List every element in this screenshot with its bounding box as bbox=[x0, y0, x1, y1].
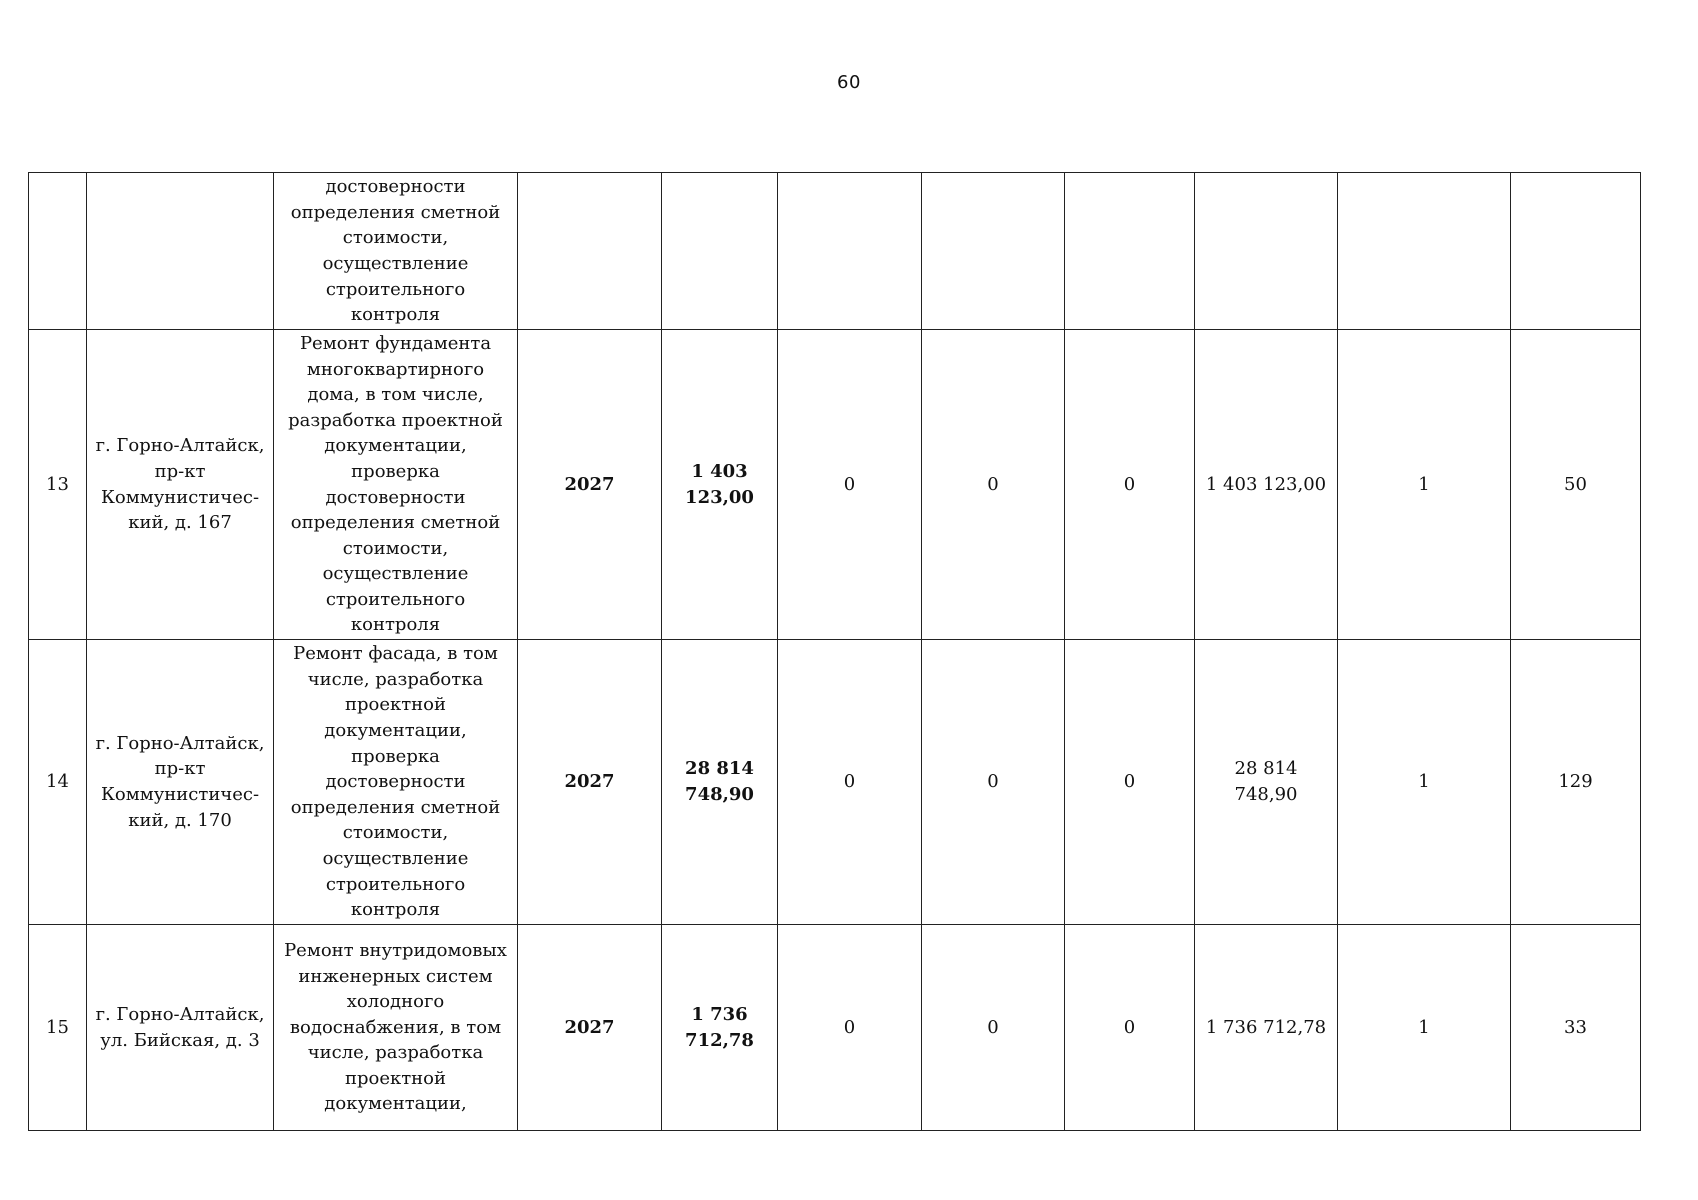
table-row bbox=[29, 330, 1641, 640]
row-number-cell bbox=[29, 173, 87, 330]
value-cell: 33 bbox=[1511, 925, 1641, 1131]
value-cell bbox=[1195, 173, 1338, 330]
row-number-cell: 14 bbox=[29, 640, 87, 925]
total-cost-cell bbox=[662, 173, 778, 330]
value-cell: 0 bbox=[1065, 925, 1195, 1131]
table-row bbox=[29, 925, 1641, 1131]
row-number-cell: 15 bbox=[29, 925, 87, 1131]
value-cell: 1 bbox=[1338, 330, 1511, 640]
row-number-cell: 13 bbox=[29, 330, 87, 640]
value-cell: 1 403 123,00 bbox=[1195, 330, 1338, 640]
total-cost-cell: 28 814 748,90 bbox=[662, 640, 778, 925]
value-cell bbox=[1511, 173, 1641, 330]
value-cell: 1 736 712,78 bbox=[1195, 925, 1338, 1131]
value-cell bbox=[922, 173, 1065, 330]
value-cell: 50 bbox=[1511, 330, 1641, 640]
address-cell: г. Горно-Алтайск, ул. Бийская, д. 3 bbox=[87, 925, 274, 1131]
value-cell: 1 bbox=[1338, 640, 1511, 925]
value-cell: 0 bbox=[922, 640, 1065, 925]
value-cell: 0 bbox=[778, 640, 922, 925]
table-row bbox=[29, 173, 1641, 330]
work-description-cell: достоверности определения сметной стоимости, осуществление строительного контроля bbox=[274, 173, 518, 330]
year-cell: 2027 bbox=[518, 640, 662, 925]
value-cell: 0 bbox=[1065, 640, 1195, 925]
total-cost-cell: 1 736 712,78 bbox=[662, 925, 778, 1131]
value-cell bbox=[778, 173, 922, 330]
value-cell: 1 bbox=[1338, 925, 1511, 1131]
work-description-cell: Ремонт фундамента многоквартирного дома, в том числе, разработка проектной документации, проверка достоверности определения сметной стоимости, осуществление строительного контроля bbox=[274, 330, 518, 640]
value-cell: 28 814 748,90 bbox=[1195, 640, 1338, 925]
value-cell bbox=[1338, 173, 1511, 330]
address-cell bbox=[87, 173, 274, 330]
total-cost-cell: 1 403 123,00 bbox=[662, 330, 778, 640]
work-description-cell: Ремонт фасада, в том числе, разработка проектной документации, проверка достоверности определения сметной стоимости, осуществление строительного контроля bbox=[274, 640, 518, 925]
value-cell: 0 bbox=[1065, 330, 1195, 640]
table-row bbox=[29, 640, 1641, 925]
value-cell: 0 bbox=[922, 925, 1065, 1131]
value-cell: 0 bbox=[778, 925, 922, 1131]
year-cell: 2027 bbox=[518, 925, 662, 1131]
year-cell: 2027 bbox=[518, 330, 662, 640]
value-cell: 0 bbox=[778, 330, 922, 640]
value-cell bbox=[1065, 173, 1195, 330]
value-cell: 129 bbox=[1511, 640, 1641, 925]
value-cell: 0 bbox=[922, 330, 1065, 640]
capital-repair-table bbox=[28, 172, 1641, 1131]
work-description-cell: Ремонт внутридомовых инженерных систем холодного водоснабжения, в том числе, разработка проектной документации, bbox=[274, 925, 518, 1131]
page-number: 60 bbox=[837, 72, 861, 93]
address-cell: г. Горно-Алтайск, пр-кт Коммунистичес-кий, д. 170 bbox=[87, 640, 274, 925]
year-cell bbox=[518, 173, 662, 330]
address-cell: г. Горно-Алтайск, пр-кт Коммунистичес-кий, д. 167 bbox=[87, 330, 274, 640]
